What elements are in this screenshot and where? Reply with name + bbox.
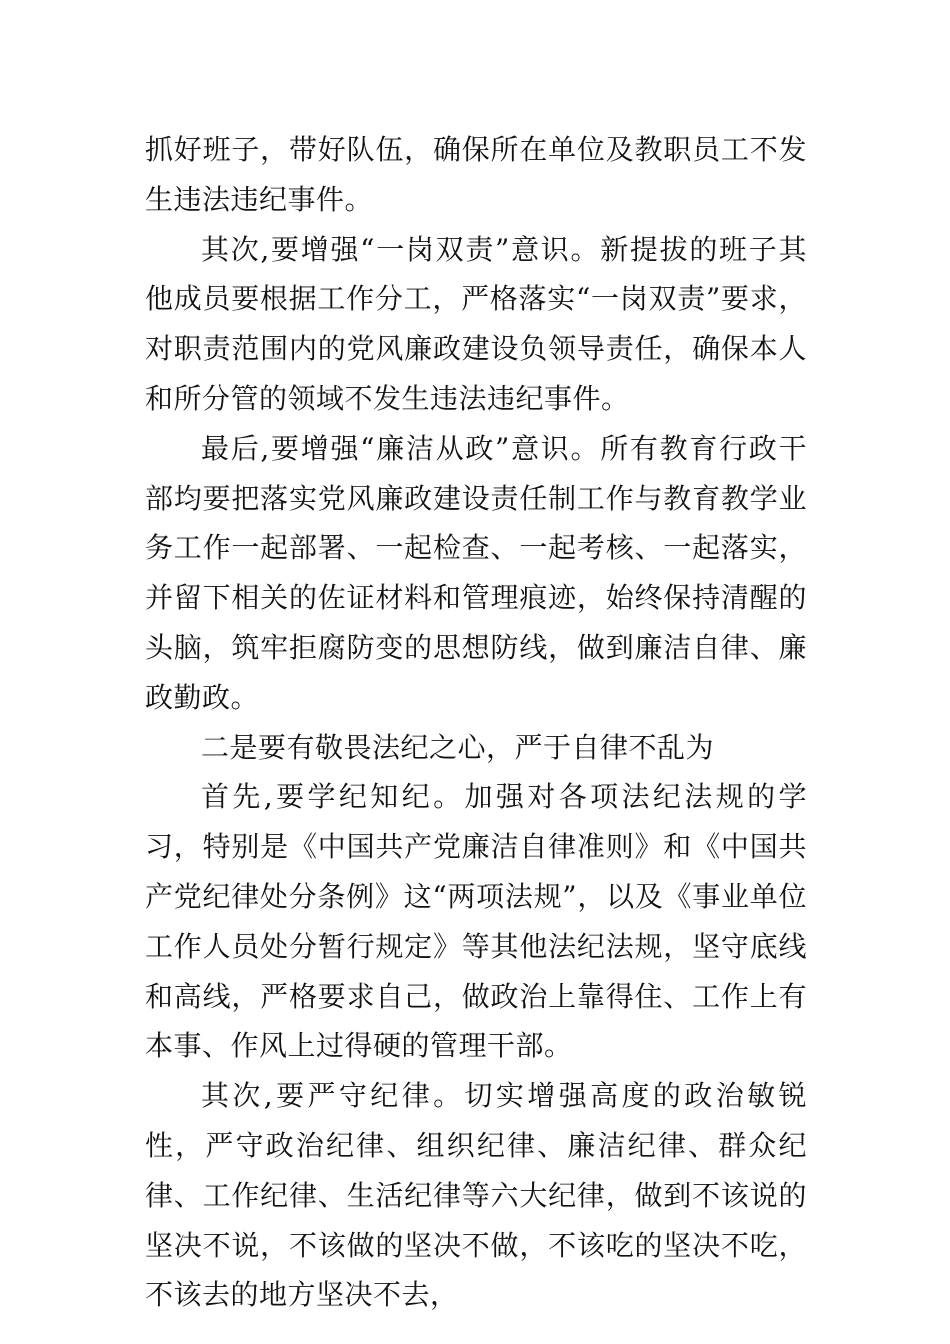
paragraph-learn-discipline: 首先,要学纪知纪。加强对各项法纪法规的学习，特别是《中国共产党廉洁自律准则》和《中国共产党纪律处分条例》这“两项法规”，以及《事业单位工作人员处分暂行规定》等其他法纪法规，坚守底线和高线，严格要求自己，做政治上靠得住、工作上有本事、作风上过得硬的管理干部。 — [145, 780, 807, 1063]
paragraph-continuation: 抓好班子，带好队伍，确保所在单位及教职员工不发生违法违纪事件。 — [145, 133, 807, 216]
paragraph-observe-discipline: 其次,要严守纪律。切实增强高度的政治敏锐性，严守政治纪律、组织纪律、廉洁纪律、群众纪律、工作纪律、生活纪律等六大纪律，做到不该说的坚决不说，不该做的坚决不做，不该吃的坚决不吃，不该去的地方坚决不去， — [145, 1079, 807, 1312]
paragraph-clean-governance: 最后,要增强“廉洁从政”意识。所有教育行政干部均要把落实党风廉政建设责任制工作与教育教学业务工作一起部署、一起检查、一起考核、一起落实，并留下相关的佐证材料和管理痕迹，始终保持清醒的头脑，筑牢拒腐防变的思想防线，做到廉洁自律、廉政勤政。 — [145, 431, 807, 714]
paragraph-one-post-two-duties: 其次,要增强“一岗双责”意识。新提拔的班子其他成员要根据工作分工，严格落实“一岗双责”要求，对职责范围内的党风廉政建设负领导责任，确保本人和所分管的领域不发生违法违纪事件。 — [145, 232, 807, 415]
document-body — [145, 125, 807, 1320]
section-heading-discipline: 二是要有敬畏法纪之心，严于自律不乱为 — [201, 730, 715, 764]
